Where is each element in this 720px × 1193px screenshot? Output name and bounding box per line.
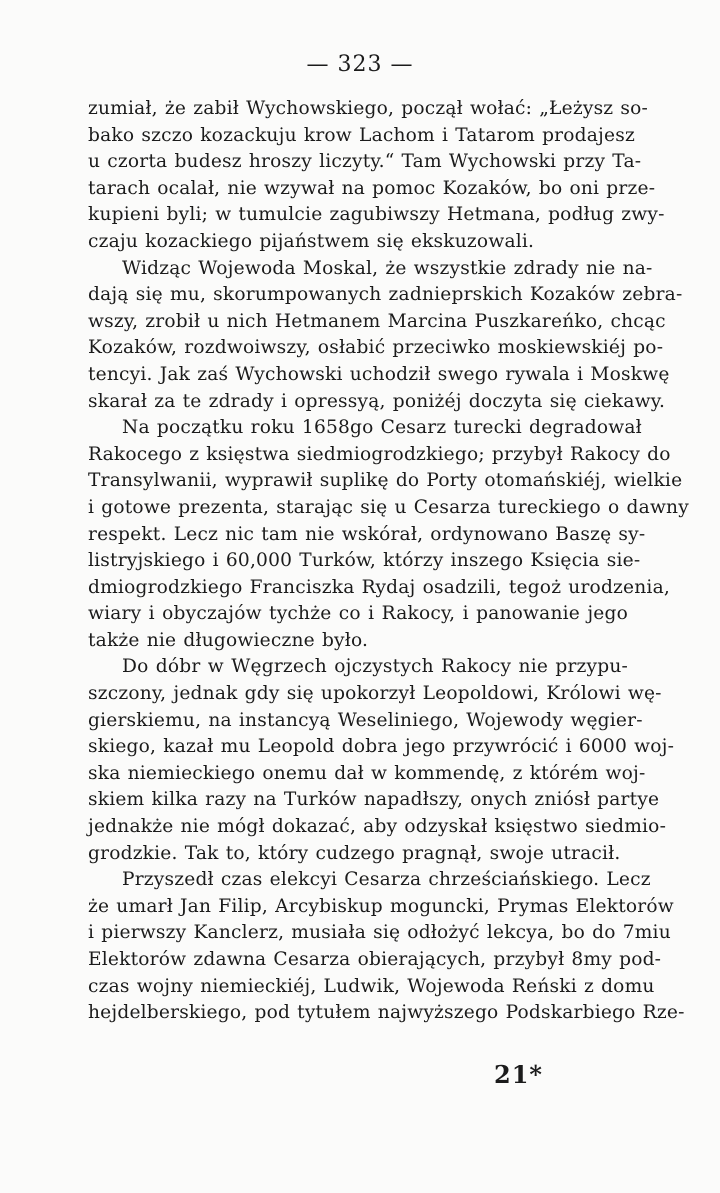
paragraph [88,415,689,654]
text-line: ska niemieckiego onemu dał w kommendę, z którém woj- [88,762,646,784]
text-line: i gotowe prezenta, starając się u Cesarza tureckiego o dawny [88,496,689,518]
text-line: Widząc Wojewoda Moskal, że wszystkie zdrady nie na- [122,257,653,279]
paragraph [88,96,665,256]
text-line: listryjskiego i 60,000 Turków, którzy inszego Księcia sie- [88,550,641,572]
text-line: Elektorów zdawna Cesarza obierających, przybył 8my pod- [88,949,662,970]
text-line: gierskiemu, na instancyą Weseliniego, Wojewody węgier- [88,709,643,731]
text-line: respekt. Lecz nic tam nie wskórał, ordynowano Baszę sy- [88,523,646,545]
text-line: kupieni byli; w tumulcie zagubiwszy Hetmana, podług zwy- [88,204,665,226]
text-line: u czorta budesz hroszy liczyty.“ Tam Wychowski przy Ta- [88,151,642,173]
text-line: wiary i obyczajów tychże co i Rakocy, i panowanie jego [88,603,628,625]
text-line: tarach ocalał, nie wzywał na pomoc Kozaków, bo oni prze- [88,177,656,199]
text-line: Przyszedł czas elekcyi Cesarza chrześciańskiego. Lecz [122,869,651,891]
text-line: Do dóbr w Węgrzech ojczystych Rakocy nie przypu- [122,656,628,678]
text-line: czaju kozackiego pijaństwem się ekskuzowali. [88,230,535,252]
page-number: — 323 — [306,52,414,77]
paragraph [88,654,675,867]
text-line: zumiał, że zabił Wychowskiego, począł wołać: „Łeżysz so- [88,98,649,119]
body-text [88,96,689,1027]
text-line: bako szczo kozackuju krow Lachom i Tatarom prodajesz [88,124,635,146]
text-line: że umarł Jan Filip, Arcybiskup moguncki, Prymas Elektorów [88,895,674,917]
text-line: dają się mu, skorumpowanych zadnieprskich Kozaków zebra- [88,284,683,306]
text-line: czas wojny niemieckiéj, Ludwik, Wojewoda Reński z domu [88,975,655,997]
text-line: skiego, kazał mu Leopold dobra jego przywrócić i 6000 woj- [88,736,675,758]
text-line: wszy, zrobił u nich Hetmanem Marcina Puszkareńko, chcąc [88,310,666,332]
paragraph [88,867,685,1027]
signature-mark: 21* [494,1060,543,1089]
text-line: dmiogrodzkiego Franciszka Rydaj osadzili, tegoż urodzenia, [88,576,670,598]
text-line: i pierwszy Kanclerz, musiała się odłożyć lekcya, bo do 7miu [88,922,671,944]
text-line: hejdelberskiego, pod tytułem najwyższego Podskarbiego Rze- [88,1002,685,1024]
text-line: szczony, jednak gdy się upokorzył Leopoldowi, Królowi wę- [88,683,662,705]
paragraph [88,256,683,416]
text-line: Rakocego z księstwa siedmiogrodzkiego; przybył Rakocy do [88,443,671,465]
text-line: także nie długowieczne było. [88,629,369,651]
text-line: tencyi. Jak zaś Wychowski uchodził swego rywala i Moskwę [88,363,670,385]
text-line: Transylwanii, wyprawił suplikę do Porty otomańskiéj, wielkie [88,470,683,492]
text-line: skiem kilka razy na Turków napadłszy, onych zniósł partye [88,789,660,811]
text-line: jednakże nie mógł dokazać, aby odzyskał księstwo siedmio- [88,816,667,838]
text-line: Kozaków, rozdwoiwszy, osłabić przeciwko moskiewskiéj po- [88,337,664,359]
text-line: Na początku roku 1658go Cesarz turecki degradował [122,417,642,439]
text-line: skarał za te zdrady i opressyą, poniżéj doczyta się ciekawy. [88,390,666,412]
text-line: grodzkie. Tak to, który cudzego pragnął, swoje utracił. [88,842,621,864]
